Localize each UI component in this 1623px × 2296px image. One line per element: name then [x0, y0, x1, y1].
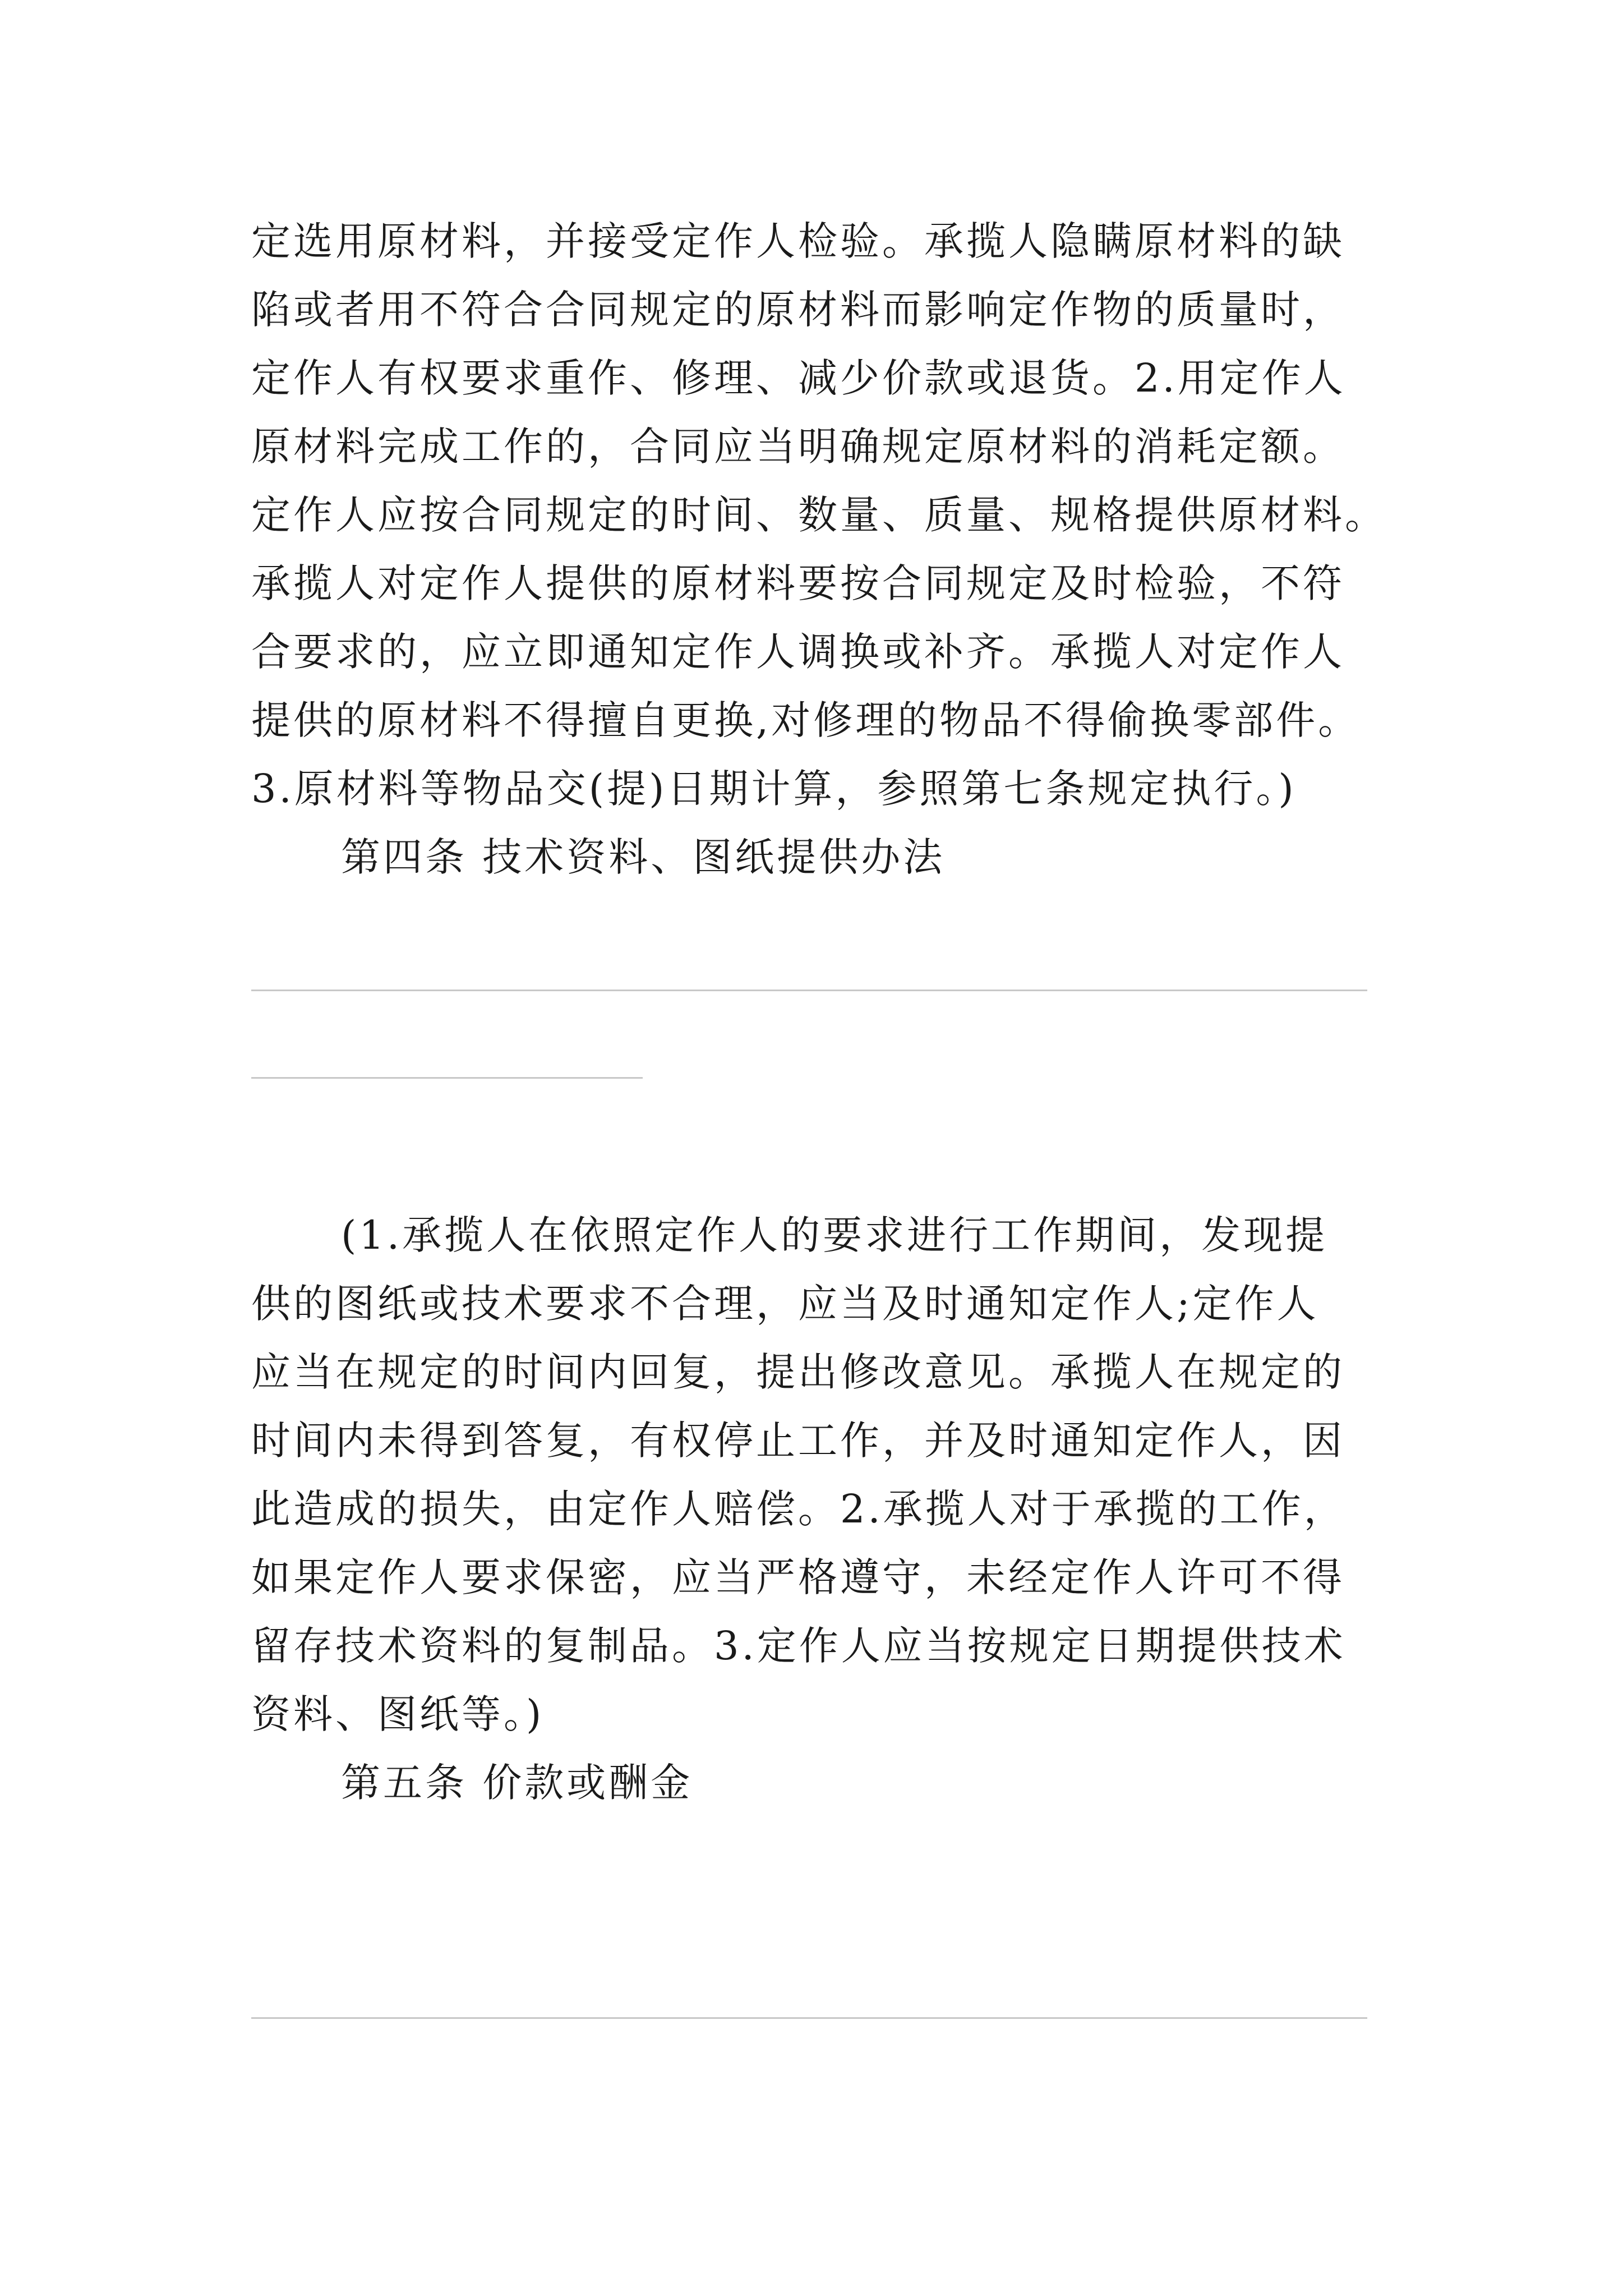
article-5-heading: 第五条 价款或酬金 [341, 1760, 693, 1806]
article-4-heading: 第四条 技术资料、图纸提供办法 [341, 834, 946, 880]
body-text-line: 供的图纸或技术要求不合理，应当及时通知定作人;定作人 [251, 1281, 1319, 1327]
body-text-line: 3.原材料等物品交(提)日期计算，参照第七条规定执行。) [251, 766, 1297, 812]
body-text-line: 合要求的，应立即通知定作人调换或补齐。承揽人对定作人 [251, 629, 1345, 675]
body-text-line: 此造成的损失，由定作人赔偿。2.承揽人对于承揽的工作， [251, 1486, 1346, 1532]
body-text-line: 时间内未得到答复，有权停止工作，并及时通知定作人，因 [251, 1418, 1345, 1464]
body-text-line: 原材料完成工作的，合同应当明确规定原材料的消耗定额。 [251, 424, 1345, 470]
body-text-line: 定作人有权要求重作、修理、减少价款或退货。2.用定作人 [251, 355, 1346, 401]
body-text-line: 应当在规定的时间内回复，提出修改意见。承揽人在规定的 [251, 1349, 1345, 1395]
body-text-line: 承揽人对定作人提供的原材料要按合同规定及时检验，不符 [251, 560, 1345, 606]
body-text-line: 资料、图纸等。) [251, 1691, 545, 1737]
body-text-line: 提供的原材料不得擅自更换,对修理的物品不得偷换零部件。 [251, 697, 1361, 743]
body-text-line: 如果定作人要求保密，应当严格遵守，未经定作人许可不得 [251, 1554, 1345, 1600]
body-text-line: 定选用原材料，并接受定作人检验。承揽人隐瞒原材料的缺 [251, 218, 1345, 264]
fill-in-blank-line [251, 1077, 643, 1079]
body-text-line: 陷或者用不符合合同规定的原材料而影响定作物的质量时， [251, 287, 1345, 333]
fill-in-blank-line [251, 2017, 1367, 2019]
body-text-line: 定作人应按合同规定的时间、数量、质量、规格提供原材料。 [251, 492, 1387, 538]
body-text-line: (1.承揽人在依照定作人的要求进行工作期间，发现提 [341, 1212, 1328, 1258]
body-text-line: 留存技术资料的复制品。3.定作人应当按规定日期提供技术 [251, 1623, 1346, 1669]
fill-in-blank-line [251, 990, 1367, 991]
